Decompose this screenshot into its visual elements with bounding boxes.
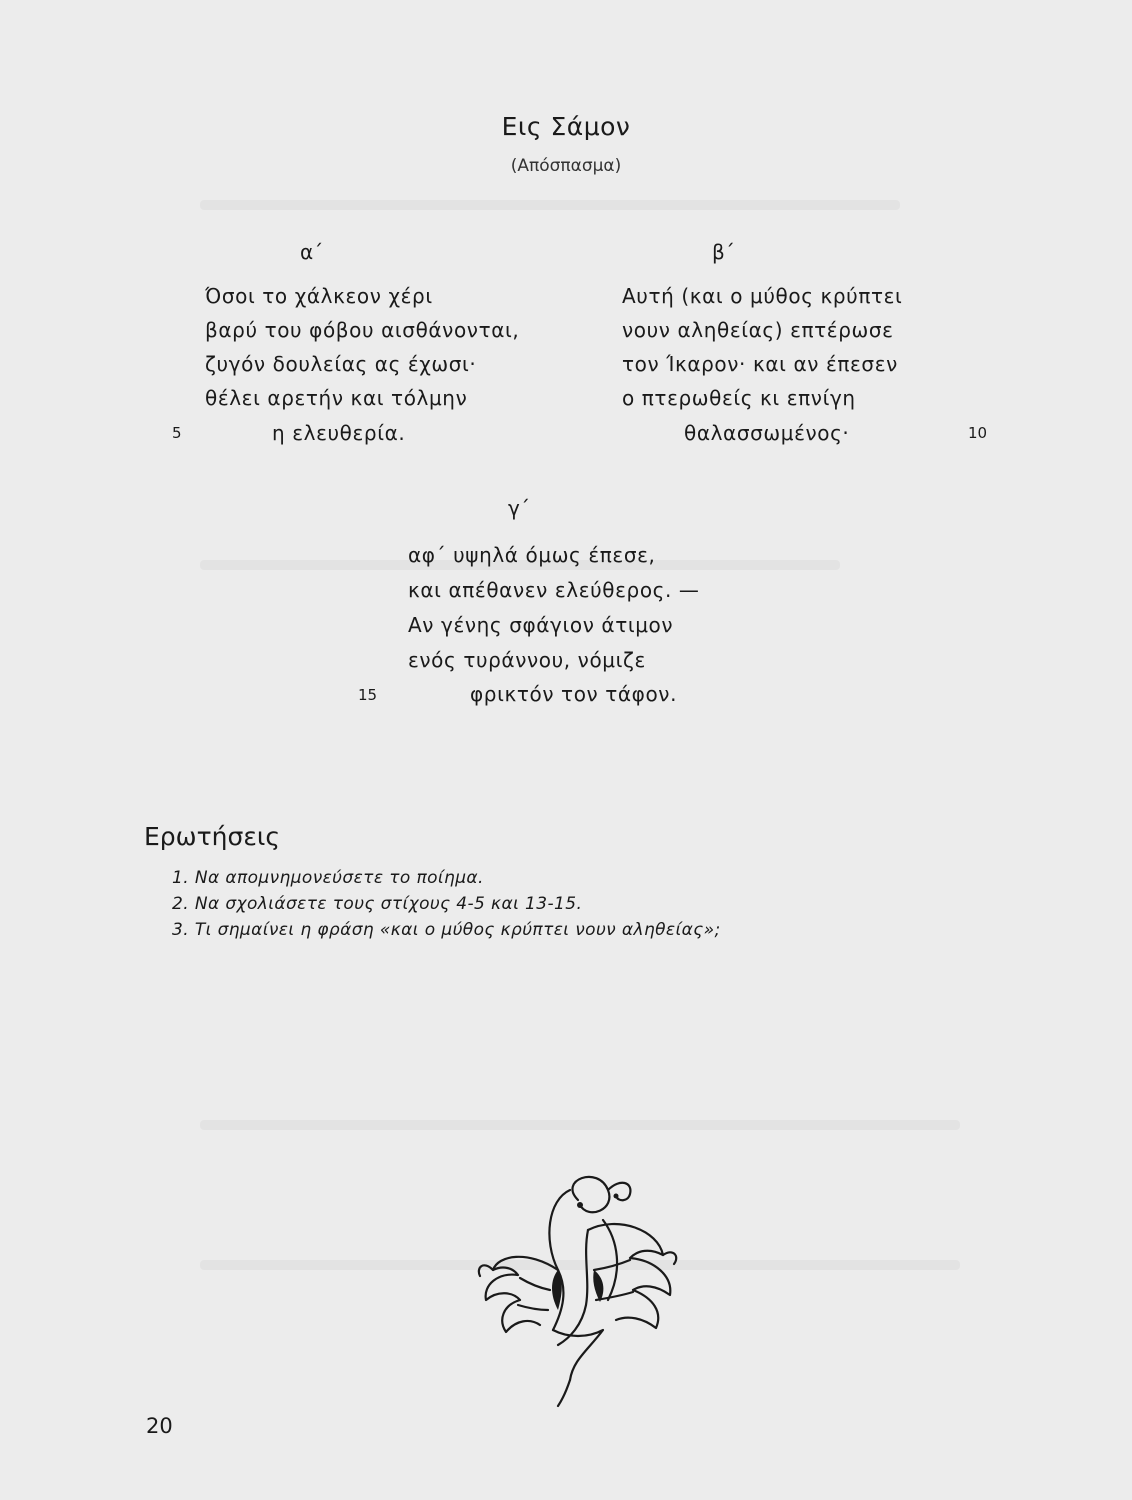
poem-line: ενός τυράννου, νόμιζε bbox=[408, 648, 646, 672]
line-number-15: 15 bbox=[358, 686, 378, 704]
acanthus-leaf-ornament-icon bbox=[458, 1160, 688, 1420]
bleed-through bbox=[200, 200, 900, 210]
poem-line: φρικτόν τον τάφον. bbox=[470, 682, 678, 706]
poem-line: νουν αληθείας) επτέρωσε bbox=[622, 318, 894, 342]
poem-subtitle: (Απόσπασμα) bbox=[510, 156, 622, 176]
poem-line: θαλασσωμένος· bbox=[684, 421, 850, 445]
poem-line: τον Ίκαρον· και αν έπεσεν bbox=[622, 352, 898, 376]
question-item: 1. Να απομνημονεύσετε το ποίημα. bbox=[172, 868, 484, 888]
poem-line: βαρύ του φόβου αισθάνονται, bbox=[205, 318, 520, 342]
stanza-b-label: β΄ bbox=[712, 240, 735, 264]
poem-line: Αν γένης σφάγιον άτιμον bbox=[408, 613, 674, 637]
poem-line: ζυγόν δουλείας ας έχωσι· bbox=[205, 352, 477, 376]
poem-line: Όσοι το χάλκεον χέρι bbox=[205, 284, 433, 308]
poem-line: θέλει αρετήν και τόλμην bbox=[205, 386, 468, 410]
poem-title: Εις Σάμον bbox=[501, 112, 631, 141]
line-number-10: 10 bbox=[968, 424, 988, 442]
poem-line: Αυτή (και ο μύθος κρύπτει bbox=[622, 284, 903, 308]
page-number: 20 bbox=[146, 1414, 173, 1438]
poem-line: η ελευθερία. bbox=[272, 421, 406, 445]
questions-heading: Ερωτήσεις bbox=[144, 822, 280, 851]
poem-line: αφ΄ υψηλά όμως έπεσε, bbox=[408, 543, 656, 567]
stanza-a-label: α΄ bbox=[300, 240, 324, 264]
question-item: 2. Να σχολιάσετε τους στίχους 4-5 και 13-15. bbox=[172, 894, 583, 914]
bleed-through bbox=[200, 1120, 960, 1130]
question-item: 3. Τι σημαίνει η φράση «και ο μύθος κρύπτει νουν αληθείας»; bbox=[172, 920, 721, 940]
line-number-5: 5 bbox=[172, 424, 182, 442]
stanza-c-label: γ΄ bbox=[508, 496, 530, 520]
poem-line: και απέθανεν ελεύθερος. — bbox=[408, 578, 700, 602]
poem-line: ο πτερωθείς κι επνίγη bbox=[622, 386, 856, 410]
